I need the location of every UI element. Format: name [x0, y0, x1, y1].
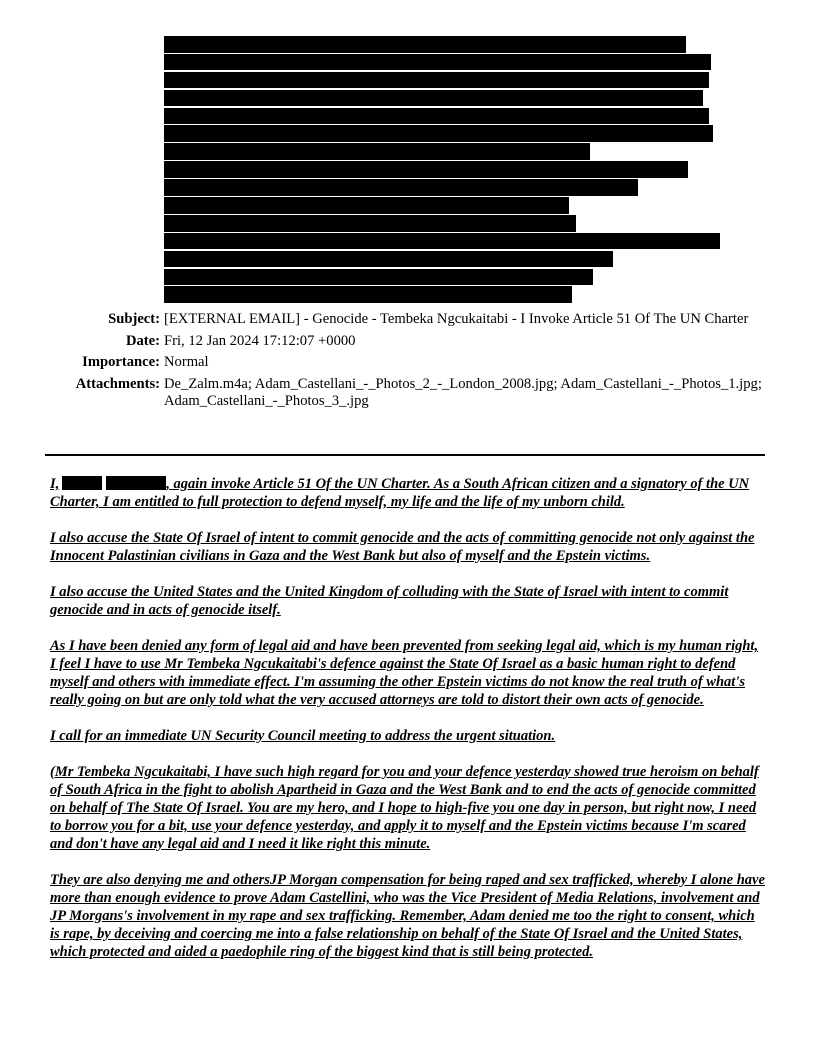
paragraph-6: (Mr Tembeka Ngcukaitabi, I have such high regard for you and your defence yesterday showed true heroism on behalf of South Africa in the fight to abolish Apartheid in Gaza and the West Bank and to end the acts of genocide committed on behalf of The State Of Israel. You are my hero, and I hope to high-five you one day in person, but right now, I need to borrow you for a bit, use your defence yesterday, and apply it to myself and the Epstein victims because I'm scared and don't have any legal aid and I need it like right this minute. — [50, 764, 759, 852]
paragraph-5: I call for an immediate UN Security Council meeting to address the urgent situation. — [50, 728, 556, 744]
redacted-last-name — [106, 476, 166, 490]
header-divider — [45, 454, 765, 456]
paragraph-2: I also accuse the State Of Israel of intent to commit genocide and the acts of committing genocide not only against the Innocent Palastinian civilians in Gaza and the West Bank but also of myself and the Epstein victims. — [50, 530, 755, 564]
subject-value: [EXTERNAL EMAIL] - Genocide - Tembeka Ngcukaitabi - I Invoke Article 51 Of The UN Charter — [164, 311, 749, 327]
p1-start: I, — [50, 476, 60, 492]
redaction-bar — [164, 72, 709, 89]
redaction-bar — [164, 143, 590, 160]
date-label: Date: — [125, 332, 160, 349]
redaction-bar — [164, 251, 613, 268]
redacted-first-name — [62, 476, 102, 490]
paragraph-1 — [50, 475, 766, 511]
redaction-bar — [164, 215, 576, 232]
redaction-bar — [164, 269, 593, 286]
paragraph-4: As I have been denied any form of legal aid and have been prevented from seeking legal aid, which is my human right, I feel I have to use Mr Tembeka Ngcukaitabi's defence against the State Of Israel as a basic human right to defend myself and others with immediate effect. I'm assuming the other Epstein victims do not know the real truth of what's really going on but are only told what the very accused attorneys are told to distort their own acts of genocide. — [50, 638, 759, 708]
email-body — [50, 475, 766, 979]
redaction-bar — [164, 90, 703, 107]
importance-value: Normal — [164, 354, 209, 370]
redaction-bar — [164, 179, 638, 196]
redaction-bar — [164, 125, 713, 142]
redaction-bar — [164, 197, 569, 214]
email-header — [40, 311, 780, 415]
importance-label: Importance: — [82, 354, 160, 370]
attachments-value: De_Zalm.m4a; Adam_Castellani_-_Photos_2_-_London_2008.jpg; Adam_Castellani_-_Photos_1.jpg; Adam_Castellani_-_Photos_3_.jpg — [164, 375, 762, 409]
redaction-bar — [164, 233, 720, 250]
redaction-bar — [164, 161, 688, 178]
paragraph-7: They are also denying me and othersJP Morgan compensation for being raped and sex trafficked, whereby I alone have more than enough evidence to prove Adam Castellini, who was the Vice President of Media Relations, involvement and JP Morgans's involvement in my rape and sex trafficking. Remember, Adam denied me too the right to consent, which is rape, by deceiving and coercing me into a false relationship on behalf of the State Of Israel and the United States, which protected and aided a paedophile ring of the biggest kind that is still being protected. — [50, 872, 765, 960]
subject-label: Subject: — [108, 311, 160, 327]
redaction-bar — [164, 54, 711, 71]
attachments-label: Attachments: — [75, 375, 160, 392]
redaction-bar — [164, 108, 709, 125]
date-row — [40, 333, 780, 351]
redacted-recipient-block — [164, 36, 764, 304]
p1-rest: , again invoke Article 51 Of the UN Charter. As a South African citizen and a signatory of the UN Charter, I am entitled to full protection to defend myself, my life and the life of my unborn child. — [50, 476, 750, 510]
paragraph-3: I also accuse the United States and the United Kingdom of colluding with the State of Israel with intent to commit genocide and in acts of genocide itself. — [50, 584, 729, 618]
attachments-row — [40, 376, 780, 411]
redaction-bar — [164, 36, 686, 53]
redaction-bar — [164, 286, 572, 303]
importance-row — [40, 354, 780, 372]
date-value: Fri, 12 Jan 2024 17:12:07 +0000 — [164, 332, 356, 349]
subject-row — [40, 311, 780, 329]
